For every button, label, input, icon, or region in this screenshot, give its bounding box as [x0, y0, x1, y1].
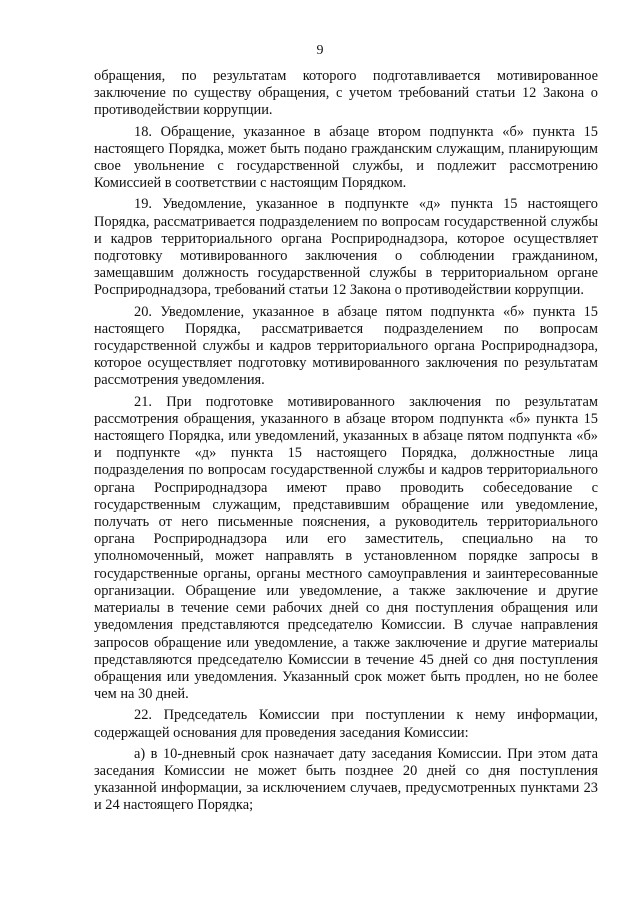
paragraph-18: 18. Обращение, указанное в абзаце втором подпункта «б» пункта 15 настоящего Порядка, может быть подано гражданским служащим, планирующим свое увольнение с государственной службы, и подлежит рассмотрению Комиссией в соответствии с настоящим Порядком.: [94, 123, 598, 192]
paragraph-19: 19. Уведомление, указанное в подпункте «д» пункта 15 настоящего Порядка, рассматривается подразделением по вопросам государственной службы и кадров территориального органа Росприроднадзора, которое осуществляет подготовку мотивированного заключения о соблюдении гражданином, замещавшим должность государственной службы в территориальном органе Росприроднадзора, требований статьи 12 Закона о противодействии коррупции.: [94, 196, 598, 299]
paragraph-22: 22. Председатель Комиссии при поступлении к нему информации, содержащей основания для проведения заседания Комиссии:: [94, 707, 598, 741]
page-number: 9: [316, 43, 324, 58]
paragraph-20: 20. Уведомление, указанное в абзаце пятом подпункта «б» пункта 15 настоящего Порядка, рассматривается подразделением по вопросам государственной службы и кадров территориального органа Росприроднадзора, которое осуществляет подготовку мотивированного заключения по результатам рассмотрения уведомления.: [94, 303, 598, 389]
paragraph-continuation: обращения, по результатам которого подготавливается мотивированное заключение по существу обращения, с учетом требований статьи 12 Закона о противодействии коррупции.: [94, 68, 598, 119]
paragraph-22a: а) в 10-дневный срок назначает дату заседания Комиссии. При этом дата заседания Комиссии не может быть позднее 20 дней со дня поступления указанной информации, за исключением случаев, предусмотренных пунктами 23 и 24 настоящего Порядка;: [94, 745, 598, 814]
paragraph-21: 21. При подготовке мотивированного заключения по результатам рассмотрения обращения, указанного в абзаце втором подпункта «б» пункта 15 настоящего Порядка, или уведомлений, указанных в абзаце пятом подпункта «б» и подпункте «д» пункта 15 настоящего Порядка, должностные лица подразделения по вопросам государственной службы и кадров территориального органа Росприроднадзора имеют право проводить собеседование с государственным служащим, представившим обращение или уведомление, получать от него письменные пояснения, а руководитель территориального органа Росприроднадзора или его заместитель, специально на то уполномоченный, может направлять в установленном порядке запросы в государственные органы, органы местного самоуправления и заинтересованные организации. Обращение или уведомление, а также заключение и другие материалы в течение семи рабочих дней со дня поступления обращения или уведомления представляются председателю Комиссии. В случае направления запросов обращение или уведомление, а также заключение и другие материалы представляются председателю Комиссии в течение 45 дней со дня поступления обращения или уведомления. Указанный срок может быть продлен, но не более чем на 30 дней.: [94, 393, 598, 703]
document-body: [94, 68, 598, 819]
